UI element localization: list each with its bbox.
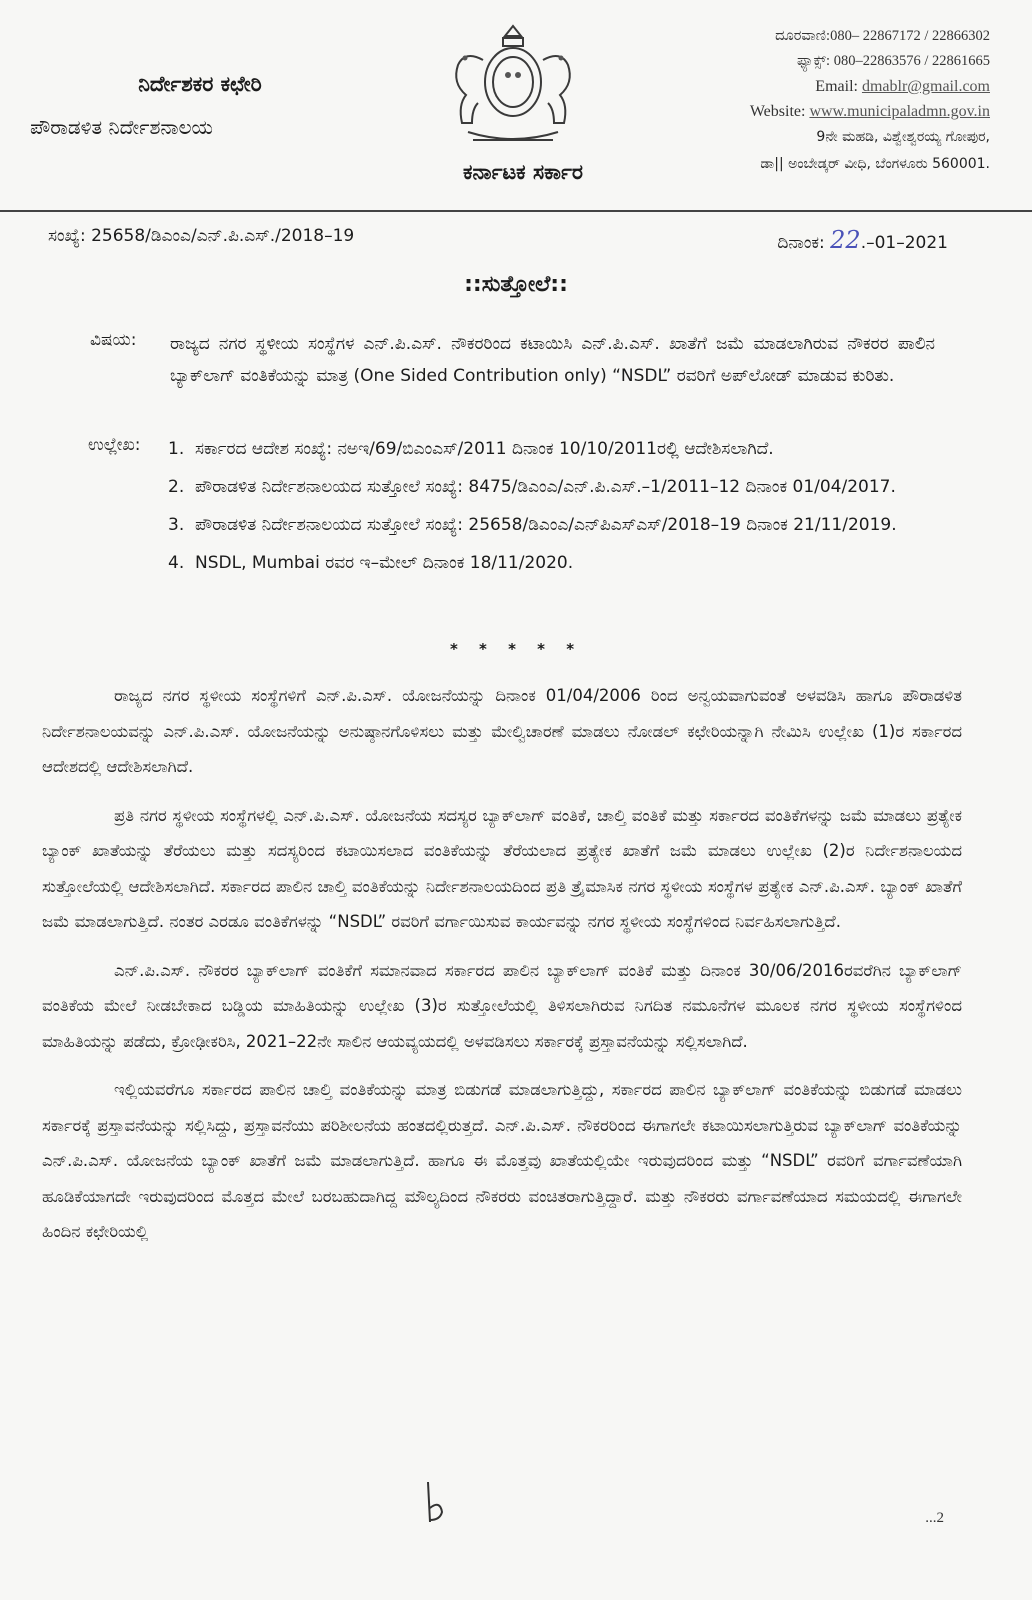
email-label: Email:: [815, 78, 858, 95]
directorate-name: ಪೌರಾಡಳಿತ ನಿರ್ದೇಶನಾಲಯ: [30, 115, 213, 139]
contact-block: [670, 24, 990, 178]
paragraph-2: ಪ್ರತಿ ನಗರ ಸ್ಥಳೀಯ ಸಂಸ್ಥೆಗಳಲ್ಲಿ ಎನ್.ಪಿ.ಎಸ್. ಯೋಜನೆಯ ಸದಸ್ಯರ ಬ್ಯಾಕ್‌ಲಾಗ್ ವಂತಿಕೆ, ಚಾಲ್ತಿ ವಂತಿಕೆ ಮತ್ತು ಸರ್ಕಾರದ ವಂತಿಕೆಗಳನ್ನು ಜಮೆ ಮಾಡಲು ಪ್ರತ್ಯೇಕ ಬ್ಯಾಂಕ್ ಖಾತೆಯನ್ನು ತೆರೆಯಲು ಮತ್ತು ಸದಸ್ಯರಿಂದ ಕಟಾಯಿಸಲಾದ ವಂತಿಕೆಯನ್ನು ತೆರೆಯಲಾದ ಪ್ರತ್ಯೇಕ ಖಾತೆಗೆ ಜಮೆ ಮಾಡಲು ಉಲ್ಲೇಖ (2)ರ ನಿರ್ದೇಶನಾಲಯದ ಸುತ್ತೋಲೆಯಲ್ಲಿ ಆದೇಶಿಸಲಾಗಿದೆ. ಸರ್ಕಾರದ ಪಾಲಿನ ಚಾಲ್ತಿ ವಂತಿಕೆಯನ್ನು ನಿರ್ದೇಶನಾಲಯದಿಂದ ಪ್ರತಿ ತ್ರೈಮಾಸಿಕ ನಗರ ಸ್ಥಳೀಯ ಸಂಸ್ಥೆಗಳ ಪ್ರತ್ಯೇಕ ಎನ್.ಪಿ.ಎಸ್. ಬ್ಯಾಂಕ್ ಖಾತೆಗೆ ಜಮೆ ಮಾಡಲಾಗುತ್ತಿದೆ. ನಂತರ ಎರಡೂ ವಂತಿಕೆಗಳನ್ನು “NSDL” ರವರಿಗೆ ವರ್ಗಾಯಿಸುವ ಕಾರ್ಯವನ್ನು ನಗರ ಸ್ಥಳೀಯ ಸಂಸ್ಥೆಗಳಿಂದ ನಿರ್ವಹಿಸಲಾಗುತ್ತಿದೆ.: [42, 805, 962, 931]
references-label: ಉಲ್ಲೇಖ:: [88, 435, 141, 455]
phone-numbers: ದೂರವಾಣಿ:080– 22867172 / 22866302: [775, 28, 990, 44]
office-name: ನಿರ್ದೇಶಕರ ಕಛೇರಿ: [138, 72, 262, 96]
reference-number-3: 3.: [168, 515, 185, 535]
address-line-1: 9ನೇ ಮಹಡಿ, ವಿಶ್ವೇಶ್ವರಯ್ಯ ಗೋಪುರ,: [816, 129, 990, 145]
circular-title: ::ಸುತ್ತೋಲೆ::: [464, 272, 568, 297]
email-line: [670, 74, 990, 99]
page-continuation: ...2: [925, 1510, 944, 1526]
date-month-year: .–01–2021: [860, 233, 948, 253]
reference-text-2: ಪೌರಾಡಳಿತ ನಿರ್ದೇಶನಾಲಯದ ಸುತ್ತೋಲೆ ಸಂಖ್ಯೆ: 8475/ಡಿಎಂಎ/ಎನ್.ಪಿ.ಎಸ್.–1/2011–12 ದಿನಾಂಕ 01/04/2017.: [195, 477, 896, 497]
email-link[interactable]: dmablr@gmail.com: [861, 78, 990, 95]
reference-item: [168, 547, 958, 579]
reference-item: [168, 509, 958, 541]
government-name: ಕರ್ನಾಟಕ ಸರ್ಕಾರ: [463, 160, 583, 184]
paragraph-3: ಎನ್.ಪಿ.ಎಸ್. ನೌಕರರ ಬ್ಯಾಕ್‌ಲಾಗ್ ವಂತಿಕೆಗೆ ಸಮಾನವಾದ ಸರ್ಕಾರದ ಪಾಲಿನ ಬ್ಯಾಕ್‌ಲಾಗ್ ವಂತಿಕೆ ಮತ್ತು ದಿನಾಂಕ 30/06/2016ರವರೆಗಿನ ಬ್ಯಾಕ್‌ಲಾಗ್ ವಂತಿಕೆಯ ಮೇಲೆ ನೀಡಬೇಕಾದ ಬಡ್ಡಿಯ ಮಾಹಿತಿಯನ್ನು ಉಲ್ಲೇಖ (3)ರ ಸುತ್ತೋಲೆಯಲ್ಲಿ ತಿಳಿಸಲಾಗಿರುವ ನಿಗದಿತ ನಮೂನೆಗಳ ಮೂಲಕ ನಗರ ಸ್ಥಳೀಯ ಸಂಸ್ಥೆಗಳಿಂದ ಮಾಹಿತಿಯನ್ನು ಪಡೆದು, ಕ್ರೋಢೀಕರಿಸಿ, 2021–22ನೇ ಸಾಲಿನ ಆಯವ್ಯಯದಲ್ಲಿ ಅಳವಡಿಸಲು ಸರ್ಕಾರಕ್ಕೆ ಪ್ರಸ್ತಾವನೆಯನ್ನು ಸಲ್ಲಿಸಲಾಗಿದೆ.: [42, 960, 963, 1051]
reference-text-4: NSDL, Mumbai ರವರ ಇ–ಮೇಲ್ ದಿನಾಂಕ 18/11/2020.: [195, 553, 574, 573]
date-day-handwritten: 22: [830, 226, 861, 254]
office-header: [30, 72, 330, 139]
subject-text: ರಾಜ್ಯದ ನಗರ ಸ್ಥಳೀಯ ಸಂಸ್ಥೆಗಳ ಎನ್.ಪಿ.ಎಸ್. ನೌಕರರಿಂದ ಕಟಾಯಿಸಿ ಎನ್.ಪಿ.ಎಸ್. ಖಾತೆಗೆ ಜಮೆ ಮಾಡಲಾಗಿರುವ ನೌಕರರ ಪಾಲಿನ ಬ್ಯಾಕ್‌ಲಾಗ್ ವಂತಿಕೆಯನ್ನು ಮಾತ್ರ (One Sided Contribution only) “NSDL” ರವರಿಗೆ ಅಪ್‌ಲೋಡ್ ಮಾಡುವ ಕುರಿತು.: [170, 334, 935, 386]
address-line-2: ಡಾ|| ಅಂಬೇಡ್ಕರ್ ವೀಧಿ, ಬೆಂಗಳೂರು 560001.: [760, 156, 990, 172]
reference-number-2: 2.: [168, 477, 185, 497]
subject-label: ವಿಷಯ:: [90, 330, 137, 350]
reference-text-3: ಪೌರಾಡಳಿತ ನಿರ್ದೇಶನಾಲಯದ ಸುತ್ತೋಲೆ ಸಂಖ್ಯೆ: 25658/ಡಿಎಂಎ/ಎನ್‌ಪಿಎಸ್‌ಎಸ್/2018–19 ದಿನಾಂಕ 21/11/2019.: [195, 515, 897, 535]
paragraph-4: ಇಲ್ಲಿಯವರೆಗೂ ಸರ್ಕಾರದ ಪಾಲಿನ ಚಾಲ್ತಿ ವಂತಿಕೆಯನ್ನು ಮಾತ್ರ ಬಿಡುಗಡೆ ಮಾಡಲಾಗುತ್ತಿದ್ದು, ಸರ್ಕಾರದ ಪಾಲಿನ ಬ್ಯಾಕ್‌ಲಾಗ್ ವಂತಿಕೆಯನ್ನು ಬಿಡುಗಡೆ ಮಾಡಲು ಸರ್ಕಾರಕ್ಕೆ ಪ್ರಸ್ತಾವನೆಯನ್ನು ಸಲ್ಲಿಸಿದ್ದು, ಪ್ರಸ್ತಾವನೆಯು ಪರಿಶೀಲನೆಯ ಹಂತದಲ್ಲಿರುತ್ತದೆ. ಎನ್.ಪಿ.ಎಸ್. ನೌಕರರಿಂದ ಈಗಾಗಲೇ ಕಟಾಯಿಸಲಾಗುತ್ತಿರುವ ಬ್ಯಾಕ್‌ಲಾಗ್ ವಂತಿಕೆಯನ್ನು ಎನ್.ಪಿ.ಎಸ್. ಯೋಜನೆಯ ಬ್ಯಾಂಕ್ ಖಾತೆಗೆ ಜಮೆ ಮಾಡಲಾಗುತ್ತಿದೆ. ಹಾಗೂ ಈ ಮೊತ್ತವು ಖಾತೆಯಲ್ಲಿಯೇ ಇರುವುದರಿಂದ ಮತ್ತು “NSDL” ರವರಿಗೆ ವರ್ಗಾವಣೆಯಾಗಿ ಹೂಡಿಕೆಯಾಗದೇ ಇರುವುದರಿಂದ ಮೊತ್ತದ ಮೇಲೆ ಬರಬಹುದಾಗಿದ್ದ ಮೌಲ್ಯದಿಂದ ನೌಕರರು ವಂಚಿತರಾಗುತ್ತಿದ್ದಾರೆ. ಮತ್ತು ನೌಕರರು ವರ್ಗಾವಣೆಯಾದ ಸಮಯದಲ್ಲಿ ಈಗಾಗಲೇ ಹಿಂದಿನ ಕಛೇರಿಯಲ್ಲಿ: [42, 1080, 962, 1241]
reference-item: [168, 433, 958, 465]
fax-numbers: ಫ್ಯಾಕ್ಸ್: 080–22863576 / 22861665: [797, 53, 990, 69]
body-text: [42, 678, 962, 1263]
initials-mark-icon: [420, 1478, 450, 1528]
paragraph-1: ರಾಜ್ಯದ ನಗರ ಸ್ಥಳೀಯ ಸಂಸ್ಥೆಗಳಿಗೆ ಎನ್.ಪಿ.ಎಸ್. ಯೋಜನೆಯನ್ನು ದಿನಾಂಕ 01/04/2006 ರಿಂದ ಅನ್ವಯವಾಗುವಂತೆ ಅಳವಡಿಸಿ ಹಾಗೂ ಪೌರಾಡಳಿತ ನಿರ್ದೇಶನಾಲಯವನ್ನು ಎನ್.ಪಿ.ಎಸ್. ಯೋಜನೆಯನ್ನು ಅನುಷ್ಠಾನಗೊಳಿಸಲು ಮತ್ತು ಮೇಲ್ವಿಚಾರಣೆ ಮಾಡಲು ನೋಡಲ್ ಕಛೇರಿಯನ್ನಾಗಿ ನೇಮಿಸಿ ಉಲ್ಲೇಖ (1)ರ ಸರ್ಕಾರದ ಆದೇಶದಲ್ಲಿ ಆದೇಶಿಸಲಾಗಿದೆ.: [42, 686, 962, 776]
header-divider: [0, 210, 1032, 212]
reference-text-1: ಸರ್ಕಾರದ ಆದೇಶ ಸಂಖ್ಯೆ: ನಅಇ/69/ಬಿಎಂಎಸ್/2011 ದಿನಾಂಕ 10/10/2011ರಲ್ಲಿ ಆದೇಶಿಸಲಾಗಿದೆ.: [195, 439, 774, 459]
section-separator: * * * * *: [449, 640, 583, 658]
karnataka-emblem-icon: [438, 20, 588, 150]
date-label: ದಿನಾಂಕ:: [777, 233, 825, 253]
website-label: Website:: [749, 103, 806, 120]
document-date: [777, 226, 948, 254]
website-link[interactable]: www.municipaladmn.gov.in: [809, 103, 990, 120]
reference-item: [168, 471, 958, 503]
reference-number-1: 1.: [168, 439, 185, 459]
reference-number-4: 4.: [168, 553, 185, 573]
reference-number: ಸಂಖ್ಯೆ: 25658/ಡಿಎಂಎ/ಎನ್.ಪಿ.ಎಸ್./2018–19: [48, 226, 355, 246]
website-line: [670, 99, 990, 124]
references-list: [168, 433, 958, 585]
